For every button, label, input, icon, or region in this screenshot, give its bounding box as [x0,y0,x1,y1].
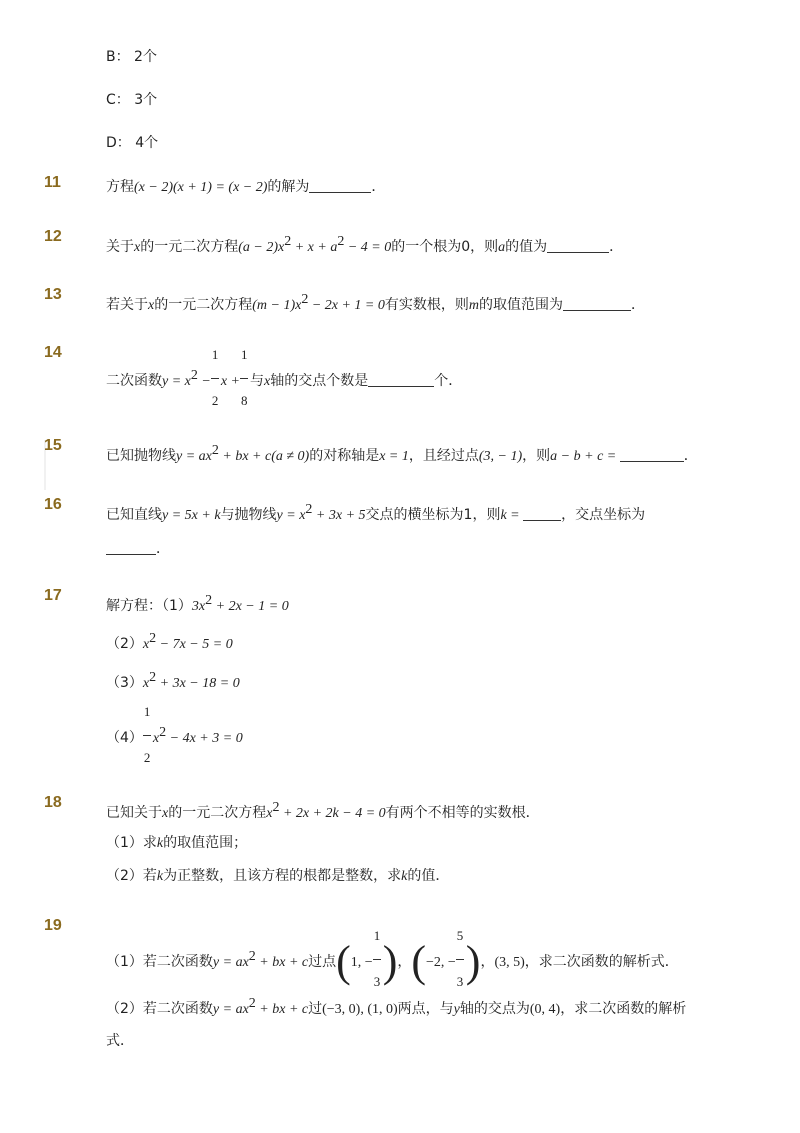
answer-blank[interactable] [620,449,684,462]
question-17-part-2: $(2)x^2 - 7x - 5 = 0$ [106,631,233,652]
fraction: $\frac{1}{2}$ [211,347,219,408]
question-number-11: 11 [44,174,61,191]
question-12-text: 关于x的一元二次方程$(a - 2)x^2 + x + a^2 - 4 = 0$的一个根为0，则a的值为 ． [106,234,624,255]
question-17-part-4: （4） $\frac{1}{2}$ $x^2 - 4x + 3 = 0$ [106,704,243,765]
answer-blank[interactable] [106,542,156,555]
question-number-17: 17 [44,587,62,604]
fraction: $\frac{5}{3}$ [456,928,464,989]
question-number-18: 18 [44,794,62,811]
question-number-13: 13 [44,286,62,303]
answer-blank[interactable] [523,508,561,521]
answer-blank[interactable] [368,374,434,387]
question-number-14: 14 [44,344,62,361]
question-16-text-line-2: ． [106,538,170,558]
question-19-part-2-cont: 式． [106,1033,134,1049]
question-11-text: 方程(x − 2)(x + 1) = (x − 2)的解为 ． [106,179,386,195]
question-16-text-line-1: 已知直线y = 5x + k与抛物线$y = x^2 + 3x + 5$交点的横坐标为1，则k = ，交点坐标为 [106,502,646,523]
question-15-text: 已知抛物线$y = ax^2$ + bx + c(a ≠ 0)的对称轴是x = 1，且经过点(3, − 1)，则a − b + c = ． [106,443,698,464]
question-19-part-1: （1）若二次函数$y = ax^2$ + bx + c过点(1, − $\frac{1}{3}$ )，(−2, − $\frac{5}{3}$ )，(3, 5)，求二次函数的解析式． [106,928,679,989]
fraction: $\frac{1}{8}$ [241,347,248,408]
option-d: D： 4个 [106,135,159,151]
question-number-16: 16 [44,496,62,513]
option-c: C： 3个 [106,92,158,108]
question-18-part-1: （1）求k的取值范围； [106,835,248,851]
fraction: $\frac{1}{2}$ [143,704,151,765]
question-number-15: 15 [44,437,62,454]
question-number-12: 12 [44,228,62,245]
question-17-part-3: $(3)x^2 + 3x - 18 = 0$ [106,670,240,691]
question-number-19: 19 [44,917,62,934]
question-18-part-2: （2）若k为正整数，且该方程的根都是整数，求k的值． [106,868,450,884]
answer-blank[interactable] [563,298,631,311]
question-19-part-2: （2）若二次函数$y = ax^2$ + bx + c过(−3, 0), (1, 0)两点，与y轴的交点为(0, 4)，求二次函数的解析 [106,996,687,1017]
question-18-text: 已知关于x的一元二次方程$x^2 + 2x + 2k - 4 = 0$有两个不相等的实数根． [106,800,540,821]
question-13-text: 若关于x的一元二次方程$(m - 1)x^2 - 2x + 1 = 0$有实数根，则m的取值范围为 ． [106,292,646,313]
option-b: B： 2个 [106,49,157,65]
answer-blank[interactable] [547,240,609,253]
answer-blank[interactable] [309,180,371,193]
fraction: $\frac{1}{3}$ [373,928,381,989]
question-17-part-1: 解方程：$(1)3x^2 + 2x - 1 = 0$ [106,593,289,614]
question-14-text: 二次函数$y = x^2$ − $\frac{1}{2}$ x + $\frac{1}{8}$ 与x轴的交点个数是 个． [106,347,463,408]
